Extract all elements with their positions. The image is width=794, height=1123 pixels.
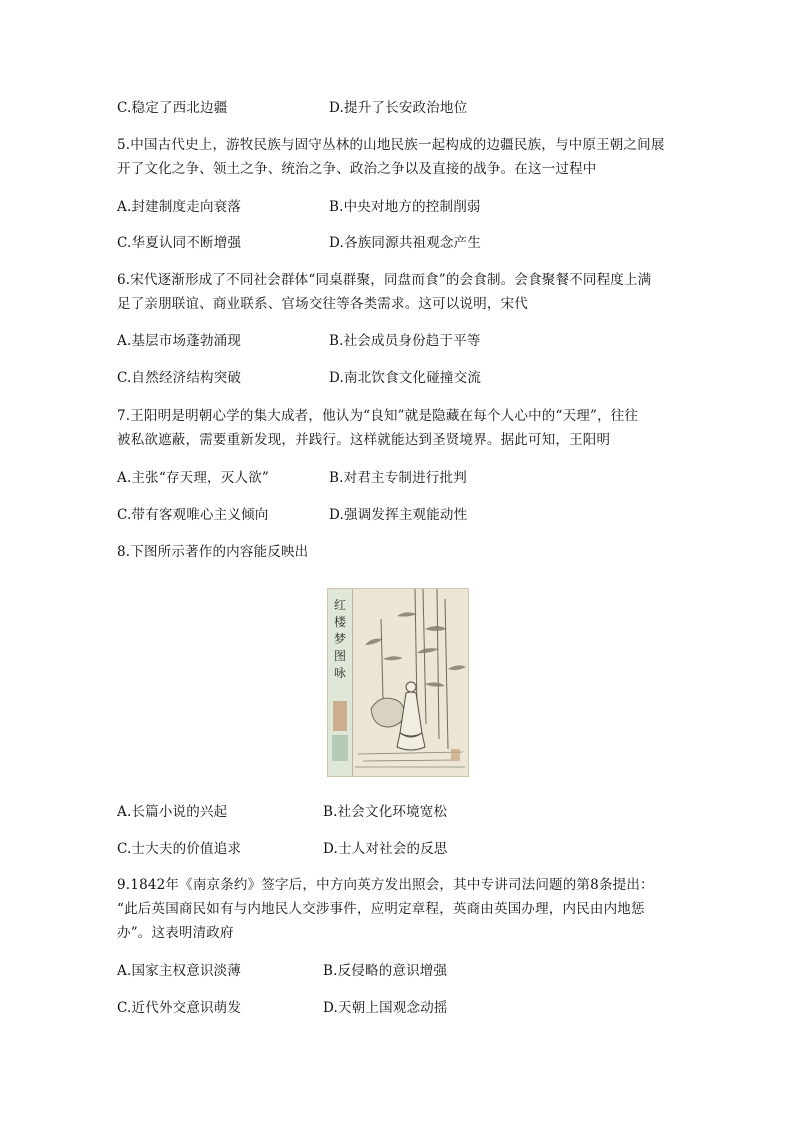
q9-stem-line2: “此后英国商民如有与内地民人交涉事件，应明定章程，英商由英国办理，内民由内地惩 xyxy=(117,901,645,917)
q9-options-row1 xyxy=(117,962,677,980)
q9-option-b: B.反侵略的意识增强 xyxy=(323,963,448,979)
book-title-text: 红楼梦图咏 xyxy=(333,598,346,680)
q7-option-c: C.带有客观唯心主义倾向 xyxy=(117,507,269,523)
q6-stem-line2: 足了亲朋联谊、商业联系、官场交往等各类需求。这可以说明，宋代 xyxy=(117,296,528,312)
q6-option-b: B.社会成员身份趋于平等 xyxy=(329,333,481,349)
q7-stem-line1: 7.王阳明是明朝心学的集大成者，他认为“良知”就是隐藏在每个人心中的“天理”，往往 xyxy=(117,408,639,424)
q5-option-d: D.各族同源共祖观念产生 xyxy=(329,235,482,251)
book-title-strip xyxy=(328,589,353,776)
q6-option-d: D.南北饮食文化碰撞交流 xyxy=(329,370,482,386)
q9-stem-line3: 办”。这表明清政府 xyxy=(117,925,234,941)
q8-option-d: D.士人对社会的反思 xyxy=(323,841,448,857)
woodblock-figure-drawing xyxy=(353,589,468,776)
q8-option-b: B.社会文化环境宽松 xyxy=(323,804,448,820)
q4-option-c: C.稳定了西北边疆 xyxy=(117,100,228,116)
q5-option-a: A.封建制度走向衰落 xyxy=(117,199,242,215)
q5-stem-line1: 5.中国古代史上，游牧民族与固守丛林的山地民族一起构成的边疆民族，与中原王朝之间展 xyxy=(117,137,665,153)
q7-option-b: B.对君主专制进行批判 xyxy=(329,470,467,486)
q8-option-c: C.士大夫的价值追求 xyxy=(117,841,242,857)
q5-options-row1 xyxy=(117,198,677,216)
q5-option-c: C.华夏认同不断增强 xyxy=(117,235,242,251)
q9-option-d: D.天朝上国观念动摇 xyxy=(323,1000,448,1016)
book-illustration xyxy=(327,588,469,777)
q8-options-row1 xyxy=(117,803,677,821)
q6-options-row1 xyxy=(117,332,677,350)
q9-options-row2 xyxy=(117,999,677,1017)
q7-option-a: A.主张“存天理，灭人欲” xyxy=(117,470,269,486)
seal-stamp xyxy=(333,701,347,731)
q6-options-row2 xyxy=(117,369,677,387)
q7-options-row1 xyxy=(117,469,677,487)
q7-options-row2 xyxy=(117,506,677,524)
q5-options-row2 xyxy=(117,234,677,252)
q6-stem-line1: 6.宋代逐渐形成了不同社会群体“同桌群聚，同盘而食”的会食制。会食聚餐不同程度上满 xyxy=(117,272,652,288)
q5-option-b: B.中央对地方的控制削弱 xyxy=(329,199,481,215)
q5-stem-line2: 开了文化之争、领土之争、统治之争、政治之争以及直接的战争。在这一过程中 xyxy=(117,161,597,177)
q6-option-c: C.自然经济结构突破 xyxy=(117,370,242,386)
q8-stem-line1: 8.下图所示著作的内容能反映出 xyxy=(117,544,309,560)
q4-option-d: D.提升了长安政治地位 xyxy=(329,100,468,116)
q9-option-a: A.国家主权意识淡薄 xyxy=(117,963,242,979)
seal-stamp-lower xyxy=(332,735,348,761)
q9-option-c: C.近代外交意识萌发 xyxy=(117,1000,242,1016)
q7-option-d: D.强调发挥主观能动性 xyxy=(329,507,468,523)
q8-option-a: A.长篇小说的兴起 xyxy=(117,804,228,820)
q6-option-a: A.基层市场蓬勃涌现 xyxy=(117,333,242,349)
q4-options-row xyxy=(117,99,677,117)
q7-stem-line2: 被私欲遮蔽，需要重新发现，并践行。这样就能达到圣贤境界。据此可知，王阳明 xyxy=(117,432,611,448)
q9-stem-line1: 9.1842年《南京条约》签字后，中方向英方发出照会，其中专讲司法问题的第8条提出： xyxy=(117,877,654,893)
q8-options-row2 xyxy=(117,840,677,858)
